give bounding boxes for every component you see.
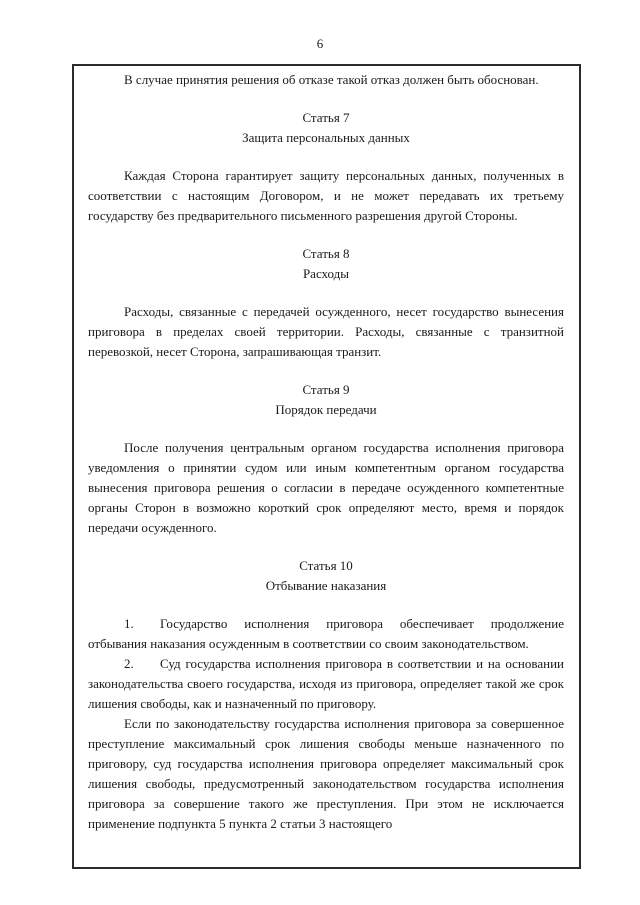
- page-number: 6: [316, 36, 324, 51]
- article-8-title: Расходы: [302, 266, 350, 281]
- article-9-title: Порядок передачи: [275, 402, 377, 417]
- item-text: Суд государства исполнения приговора в соответствии и на основании законодательства своего государства, исходя из приговора, определяет такой же срок лишения свободы, как и назначенный по приговору.: [88, 656, 564, 711]
- article-9-number: Статья 9: [302, 382, 350, 397]
- article-7-paragraph: Каждая Сторона гарантирует защиту персональных данных, полученных в соответствии с настоящим Договором, и не может передавать их третьему государству без предварительного письменного разрешения другой Стороны.: [88, 168, 564, 223]
- article-10-paragraph: Если по законодательству государства исполнения приговора за совершенное преступление максимальный срок лишения свободы меньше назначенного по приговору, суд государства исполнения приговора определяет максимальный срок лишения свободы, предусмотренный законодательством государства исполнения приговора за совершение такого же преступления. При этом не исключается применение подпункта 5 пункта 2 статьи 3 настоящего: [88, 716, 564, 831]
- document-body: [88, 70, 564, 834]
- item-text: Государство исполнения приговора обеспечивает продолжение отбывания наказания осужденным в соответствии со своим законодательством.: [88, 616, 564, 651]
- article-8-number: Статья 8: [302, 246, 350, 261]
- article-10-item-2: [88, 654, 564, 714]
- item-number: 1.: [124, 616, 134, 631]
- article-7-number: Статья 7: [302, 110, 350, 125]
- article-9-paragraph: После получения центральным органом государства исполнения приговора уведомления о принятии судом или иным компетентным органом государства вынесения приговора решения о согласии в передаче осужденного компетентные органы Сторон в возможно короткий срок определяют место, время и порядок передачи осужденного.: [88, 440, 564, 535]
- article-10-number: Статья 10: [299, 558, 353, 573]
- item-number: 2.: [124, 656, 134, 671]
- article-7-title: Защита персональных данных: [242, 130, 410, 145]
- article-8-paragraph: Расходы, связанные с передачей осужденного, несет государство вынесения приговора в пределах своей территории. Расходы, связанные с транзитной перевозкой, несет Сторона, запрашивающая транзит.: [88, 304, 564, 359]
- article-10-title: Отбывание наказания: [265, 578, 387, 593]
- article-10-item-1: [88, 614, 564, 654]
- intro-paragraph: В случае принятия решения об отказе такой отказ должен быть обоснован.: [124, 72, 539, 87]
